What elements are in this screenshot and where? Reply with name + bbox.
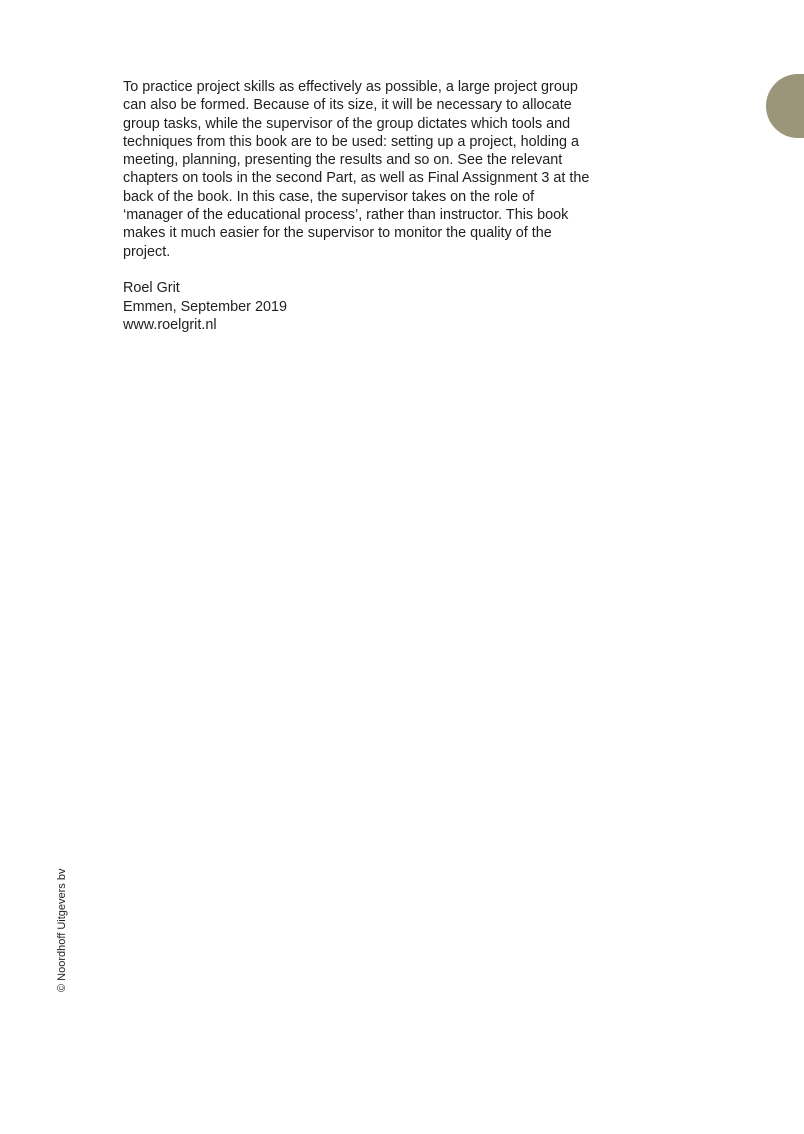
signature-block: [123, 279, 623, 334]
chapter-thumb-tab: [766, 74, 804, 138]
body-paragraph: To practice project skills as effectively as possible, a large project group can also be formed. Because of its size, it will be necessary to allocate group tasks, while the supervisor of the group dictates which tools and techniques from this book are to be used: setting up a project, holding a meeting, planning, presenting the results and so on. See the relevant chapters on tools in the second Part, as well as Final Assignment 3 at the back of the book. In this case, the supervisor takes on the role of ‘manager of the educational process’, rather than instructor. This book makes it much easier for the supervisor to monitor the quality of the project.: [123, 79, 590, 260]
place-date: Emmen, September 2019: [123, 298, 287, 315]
copyright-notice: © Noordhoff Uitgevers bv: [56, 868, 68, 992]
author-name: Roel Grit: [123, 280, 180, 297]
author-website: www.roelgrit.nl: [123, 316, 217, 333]
main-text-block: [123, 78, 623, 334]
